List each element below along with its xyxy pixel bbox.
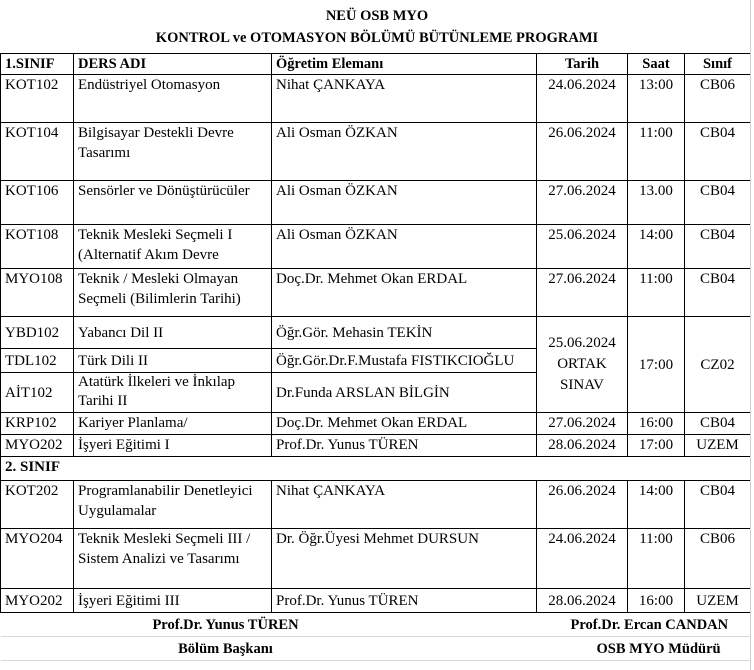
course-name: İşyeri Eğitimi I [74,435,272,457]
course-name: Sensörler ve Dönüştürücüler [74,181,272,225]
sheet-gridline [750,0,754,670]
exam-room: CB06 [685,529,751,589]
instructor: Doç.Dr. Mehmet Okan ERDAL [272,269,537,317]
exam-room: UZEM [685,589,751,613]
table-row [1,225,751,269]
course-code: KRP102 [1,413,74,435]
instructor: Dr. Öğr.Üyesi Mehmet DURSUN [272,529,537,589]
instructor: Ali Osman ÖZKAN [272,225,537,269]
section-spacer [74,457,751,481]
exam-room: UZEM [685,435,751,457]
course-code: KOT202 [1,481,74,529]
exam-room: CB04 [685,269,751,317]
schedule-table [0,53,751,661]
exam-room: CB04 [685,413,751,435]
course-name: Türk Dili II [74,349,272,373]
exam-time: 11:00 [628,123,685,181]
col-header-date: Tarih [537,54,628,75]
exam-time: 13:00 [628,75,685,123]
table-row [1,75,751,123]
exam-date: 26.06.2024 [537,123,628,181]
instructor: Prof.Dr. Yunus TÜREN [272,435,537,457]
course-code: MYO204 [1,529,74,589]
exam-room: CB04 [685,481,751,529]
exam-date: 27.06.2024 [537,181,628,225]
section-label: 2. SINIF [1,457,74,481]
exam-date: 26.06.2024 [537,481,628,529]
exam-date: 24.06.2024 [537,75,628,123]
instructor: Ali Osman ÖZKAN [272,181,537,225]
signature-row-titles [1,637,751,661]
exam-date: 27.06.2024 [537,413,628,435]
exam-date: 28.06.2024 [537,589,628,613]
table-row [1,123,751,181]
instructor: Nihat ÇANKAYA [272,75,537,123]
signature-right-title: OSB MYO Müdürü [537,637,751,661]
table-row [1,529,751,589]
instructor: Prof.Dr. Yunus TÜREN [272,589,537,613]
exam-room: CB04 [685,225,751,269]
course-code: AİT102 [1,373,74,413]
exam-date: 27.06.2024 [537,269,628,317]
table-row [1,481,751,529]
header-row [1,54,751,75]
exam-room: CB04 [685,123,751,181]
col-header-room: Sınıf [685,54,751,75]
course-name: Teknik Mesleki Seçmeli I (Alternatif Akım Devre [74,225,272,269]
program-title: KONTROL ve OTOMASYON BÖLÜMÜ BÜTÜNLEME PROGRAMI [155,30,599,46]
course-name: Bilgisayar Destekli Devre Tasarımı [74,123,272,181]
common-exam-label: ORTAK [557,356,607,372]
course-code: MYO202 [1,435,74,457]
exam-time: 17:00 [628,435,685,457]
exam-room: CB06 [685,75,751,123]
section-row-year2 [1,457,751,481]
exam-date: 24.06.2024 [537,529,628,589]
col-header-time: Saat [628,54,685,75]
signature-left-title: Bölüm Başkanı [1,637,537,661]
course-name: Endüstriyel Otomasyon [74,75,272,123]
signature-left-name: Prof.Dr. Yunus TÜREN [1,613,537,637]
course-code: TDL102 [1,349,74,373]
exam-date: 25.06.2024 [548,335,616,351]
exam-time: 11:00 [628,269,685,317]
exam-time: 17:00 [628,317,685,413]
instructor: Ali Osman ÖZKAN [272,123,537,181]
course-code: MYO108 [1,269,74,317]
exam-time: 16:00 [628,589,685,613]
course-code: KOT108 [1,225,74,269]
col-header-class: 1.SINIF [1,54,74,75]
exam-date: 25.06.2024 [537,225,628,269]
table-row [1,269,751,317]
exam-room: CZ02 [685,317,751,413]
course-name: Teknik / Mesleki Olmayan Seçmeli (Bilimlerin Tarihi) [74,269,272,317]
exam-time: 14:00 [628,225,685,269]
school-title: NEÜ OSB MYO [325,8,429,24]
course-code: KOT102 [1,75,74,123]
signature-row-names [1,613,751,637]
course-name: Yabancı Dil II [74,317,272,349]
exam-time: 16:00 [628,413,685,435]
exam-time: 13.00 [628,181,685,225]
course-name: Teknik Mesleki Seçmeli III / Sistem Analizi ve Tasarımı [74,529,272,589]
exam-time: 14:00 [628,481,685,529]
instructor: Nihat ÇANKAYA [272,481,537,529]
common-exam-label: SINAV [560,377,604,393]
instructor: Doç.Dr. Mehmet Okan ERDAL [272,413,537,435]
instructor: Öğr.Gör. Mehasin TEKİN [272,317,537,349]
table-row [1,181,751,225]
table-row [1,413,751,435]
course-name: İşyeri Eğitimi III [74,589,272,613]
col-header-instructor: Öğretim Elemanı [272,54,537,75]
signature-right-name: Prof.Dr. Ercan CANDAN [537,613,751,637]
common-exam-date [537,317,628,413]
exam-date: 28.06.2024 [537,435,628,457]
exam-room: CB04 [685,181,751,225]
col-header-course: DERS ADI [74,54,272,75]
course-name: Atatürk İlkeleri ve İnkılap Tarihi II [74,373,272,413]
course-name: Programlanabilir Denetleyici Uygulamalar [74,481,272,529]
instructor: Dr.Funda ARSLAN BİLGİN [272,373,537,413]
course-code: KOT106 [1,181,74,225]
exam-time: 11:00 [628,529,685,589]
instructor: Öğr.Gör.Dr.F.Mustafa FISTIKCIOĞLU [272,349,537,373]
course-code: KOT104 [1,123,74,181]
table-row [1,435,751,457]
course-code: MYO202 [1,589,74,613]
course-name: Kariyer Planlama/ [74,413,272,435]
course-code: YBD102 [1,317,74,349]
table-row [1,317,751,349]
table-row [1,589,751,613]
